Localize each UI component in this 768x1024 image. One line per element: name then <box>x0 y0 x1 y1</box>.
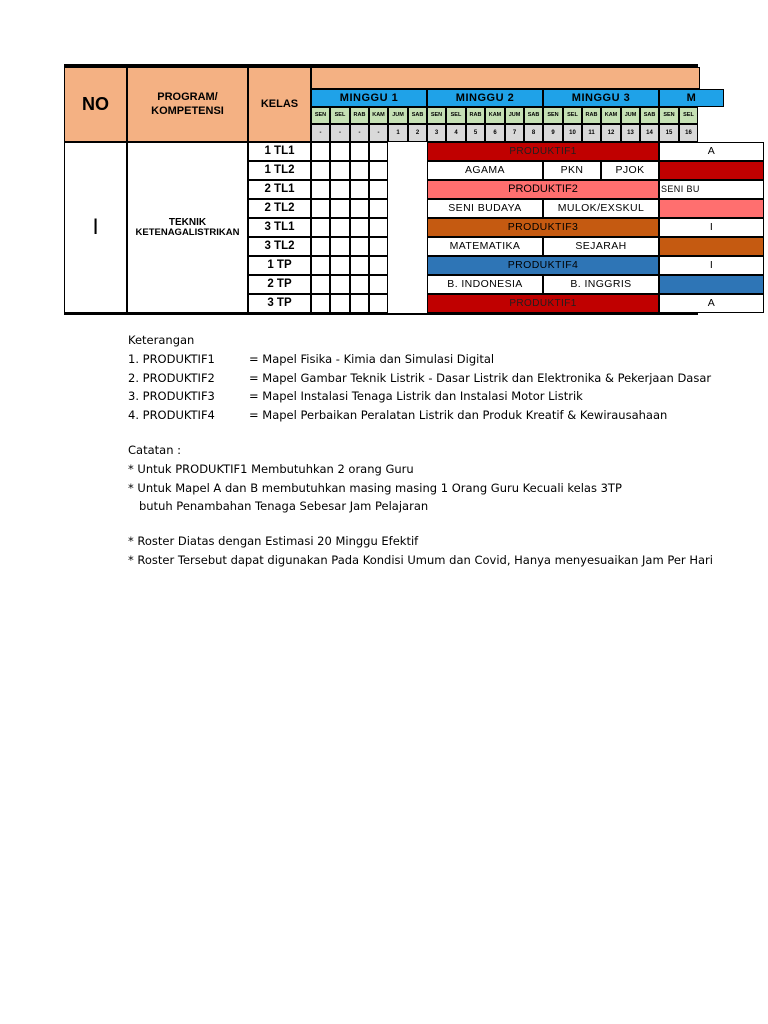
catatan-line: butuh Penambahan Tenaga Sebesar Jam Pelajaran <box>128 499 429 513</box>
header-month-band <box>311 67 700 89</box>
keterangan-value: = Mapel Gambar Teknik Listrik - Dasar Listrik dan Elektronika & Pekerjaan Dasar <box>249 370 712 385</box>
kelas-4: 3 TL1 <box>248 218 311 237</box>
header-kelas: KELAS <box>248 67 311 142</box>
subject-cell: PRODUKTIF2 <box>427 180 659 199</box>
kelas-2: 2 TL1 <box>248 180 311 199</box>
day-number: 14 <box>640 124 659 142</box>
group-no: I <box>64 142 127 313</box>
kelas-5: 3 TL2 <box>248 237 311 256</box>
subject-cell: PRODUKTIF3 <box>427 218 659 237</box>
day-label: RAB <box>582 107 601 124</box>
day-label: SAB <box>524 107 543 124</box>
day-number: 4 <box>446 124 466 142</box>
overflow-cell: SENI BU <box>659 180 764 199</box>
day-label: KAM <box>601 107 621 124</box>
empty-slot <box>330 142 350 161</box>
day-number: 2 <box>408 124 427 142</box>
empty-slot <box>330 237 350 256</box>
day-number: 16 <box>679 124 698 142</box>
overflow-cell <box>659 237 764 256</box>
day-label: JUM <box>505 107 524 124</box>
day-label: JUM <box>621 107 640 124</box>
header-minggu-1: MINGGU 1 <box>311 89 427 107</box>
kelas-8: 3 TP <box>248 294 311 313</box>
header-minggu-4: M <box>659 89 724 107</box>
day-number: 11 <box>582 124 601 142</box>
keterangan-label: 1. PRODUKTIF1 <box>128 352 215 366</box>
day-number: - <box>369 124 388 142</box>
catatan-title: Catatan : <box>128 443 182 457</box>
day-label: SEN <box>311 107 330 124</box>
empty-slot <box>369 142 388 161</box>
day-number: 13 <box>621 124 640 142</box>
overflow-cell: A <box>659 142 764 161</box>
empty-slot <box>369 275 388 294</box>
day-number: 9 <box>543 124 563 142</box>
day-label: SAB <box>408 107 427 124</box>
subject-cell: PRODUKTIF4 <box>427 256 659 275</box>
day-number: - <box>330 124 350 142</box>
empty-slot <box>369 294 388 313</box>
notes-section <box>128 333 713 573</box>
program-name-line1: TEKNIK <box>168 216 207 228</box>
empty-slot <box>369 180 388 199</box>
day-number: 12 <box>601 124 621 142</box>
empty-slot <box>350 199 369 218</box>
subject-cell: MATEMATIKA <box>427 237 543 256</box>
kelas-0: 1 TL1 <box>248 142 311 161</box>
empty-slot <box>311 275 330 294</box>
empty-slot <box>369 218 388 237</box>
keterangan-value: = Mapel Perbaikan Peralatan Listrik dan Produk Kreatif & Kewirausahaan <box>249 407 668 422</box>
day-label: SEL <box>446 107 466 124</box>
empty-slot <box>330 256 350 275</box>
empty-slot <box>311 256 330 275</box>
day-number: 10 <box>563 124 582 142</box>
day-number: 7 <box>505 124 524 142</box>
keterangan-title: Keterangan <box>128 333 195 347</box>
day-label: SEL <box>330 107 350 124</box>
empty-slot <box>330 294 350 313</box>
day-label: SEN <box>427 107 446 124</box>
header-minggu-2: MINGGU 2 <box>427 89 543 107</box>
kelas-1: 1 TL2 <box>248 161 311 180</box>
header-program: PROGRAM/ KOMPETENSI <box>127 67 248 142</box>
empty-slot <box>330 275 350 294</box>
empty-slot <box>350 142 369 161</box>
day-number: 8 <box>524 124 543 142</box>
day-number: - <box>311 124 330 142</box>
table-bottom-border <box>64 313 698 315</box>
empty-slot <box>311 142 330 161</box>
day-label: SEN <box>543 107 563 124</box>
subject-cell: PRODUKTIF1 <box>427 294 659 313</box>
catatan-line: * Roster Tersebut dapat digunakan Pada Kondisi Umum dan Covid, Hanya menyesuaikan Jam Per Hari <box>128 553 713 567</box>
keterangan-value: = Mapel Fisika - Kimia dan Simulasi Digital <box>249 352 495 366</box>
overflow-cell: I <box>659 256 764 275</box>
empty-slot <box>350 275 369 294</box>
empty-slot <box>330 161 350 180</box>
day-number: 6 <box>485 124 505 142</box>
subject-cell: AGAMA <box>427 161 543 180</box>
empty-slot <box>369 199 388 218</box>
empty-slot <box>350 294 369 313</box>
subject-cell: PKN <box>543 161 601 180</box>
catatan-line: * Untuk PRODUKTIF1 Membutuhkan 2 orang Guru <box>128 462 414 476</box>
kelas-3: 2 TL2 <box>248 199 311 218</box>
overflow-cell: I <box>659 218 764 237</box>
day-number: - <box>350 124 369 142</box>
day-label: SAB <box>640 107 659 124</box>
empty-slot <box>369 161 388 180</box>
empty-slot <box>330 218 350 237</box>
header-no: NO <box>64 67 127 142</box>
empty-slot <box>350 237 369 256</box>
overflow-cell <box>659 275 764 294</box>
overflow-cell <box>659 199 764 218</box>
overflow-cell <box>659 161 764 180</box>
empty-slot <box>330 199 350 218</box>
day-label: SEN <box>659 107 679 124</box>
day-label: KAM <box>485 107 505 124</box>
keterangan-value: = Mapel Instalasi Tenaga Listrik dan Instalasi Motor Listrik <box>249 389 583 403</box>
subject-cell: SEJARAH <box>543 237 659 256</box>
keterangan-label: 4. PRODUKTIF4 <box>128 407 215 422</box>
keterangan-label: 3. PRODUKTIF3 <box>128 389 215 403</box>
keterangan-label: 2. PRODUKTIF2 <box>128 370 215 385</box>
subject-cell: SENI BUDAYA <box>427 199 543 218</box>
program-name-line2: KETENAGALISTRIKAN <box>135 226 240 238</box>
schedule-table <box>64 64 716 315</box>
empty-slot <box>350 256 369 275</box>
subject-cell: B. INDONESIA <box>427 275 543 294</box>
day-label: SEL <box>563 107 582 124</box>
subject-cell: PJOK <box>601 161 659 180</box>
day-label: RAB <box>350 107 369 124</box>
day-number: 3 <box>427 124 446 142</box>
day-label: SEL <box>679 107 698 124</box>
day-number: 15 <box>659 124 679 142</box>
day-label: RAB <box>466 107 485 124</box>
kelas-6: 1 TP <box>248 256 311 275</box>
empty-slot <box>311 180 330 199</box>
empty-slot <box>311 199 330 218</box>
day-number: 5 <box>466 124 485 142</box>
empty-slot <box>311 161 330 180</box>
empty-slot <box>330 180 350 199</box>
day-label: JUM <box>388 107 408 124</box>
group-program <box>127 142 248 313</box>
empty-slot <box>350 218 369 237</box>
empty-slot <box>350 161 369 180</box>
day-number: 1 <box>388 124 408 142</box>
empty-slot <box>369 237 388 256</box>
empty-slot <box>311 237 330 256</box>
subject-cell: PRODUKTIF1 <box>427 142 659 161</box>
catatan-line: * Roster Diatas dengan Estimasi 20 Minggu Efektif <box>128 534 419 548</box>
header-minggu-3: MINGGU 3 <box>543 89 659 107</box>
catatan-line: * Untuk Mapel A dan B membutuhkan masing masing 1 Orang Guru Kecuali kelas 3TP <box>128 481 622 495</box>
empty-slot <box>369 256 388 275</box>
empty-slot <box>350 180 369 199</box>
empty-slot <box>311 218 330 237</box>
subject-cell: B. INGGRIS <box>543 275 659 294</box>
kelas-7: 2 TP <box>248 275 311 294</box>
empty-slot <box>311 294 330 313</box>
day-label: KAM <box>369 107 388 124</box>
subject-cell: MULOK/EXSKUL <box>543 199 659 218</box>
overflow-cell: A <box>659 294 764 313</box>
